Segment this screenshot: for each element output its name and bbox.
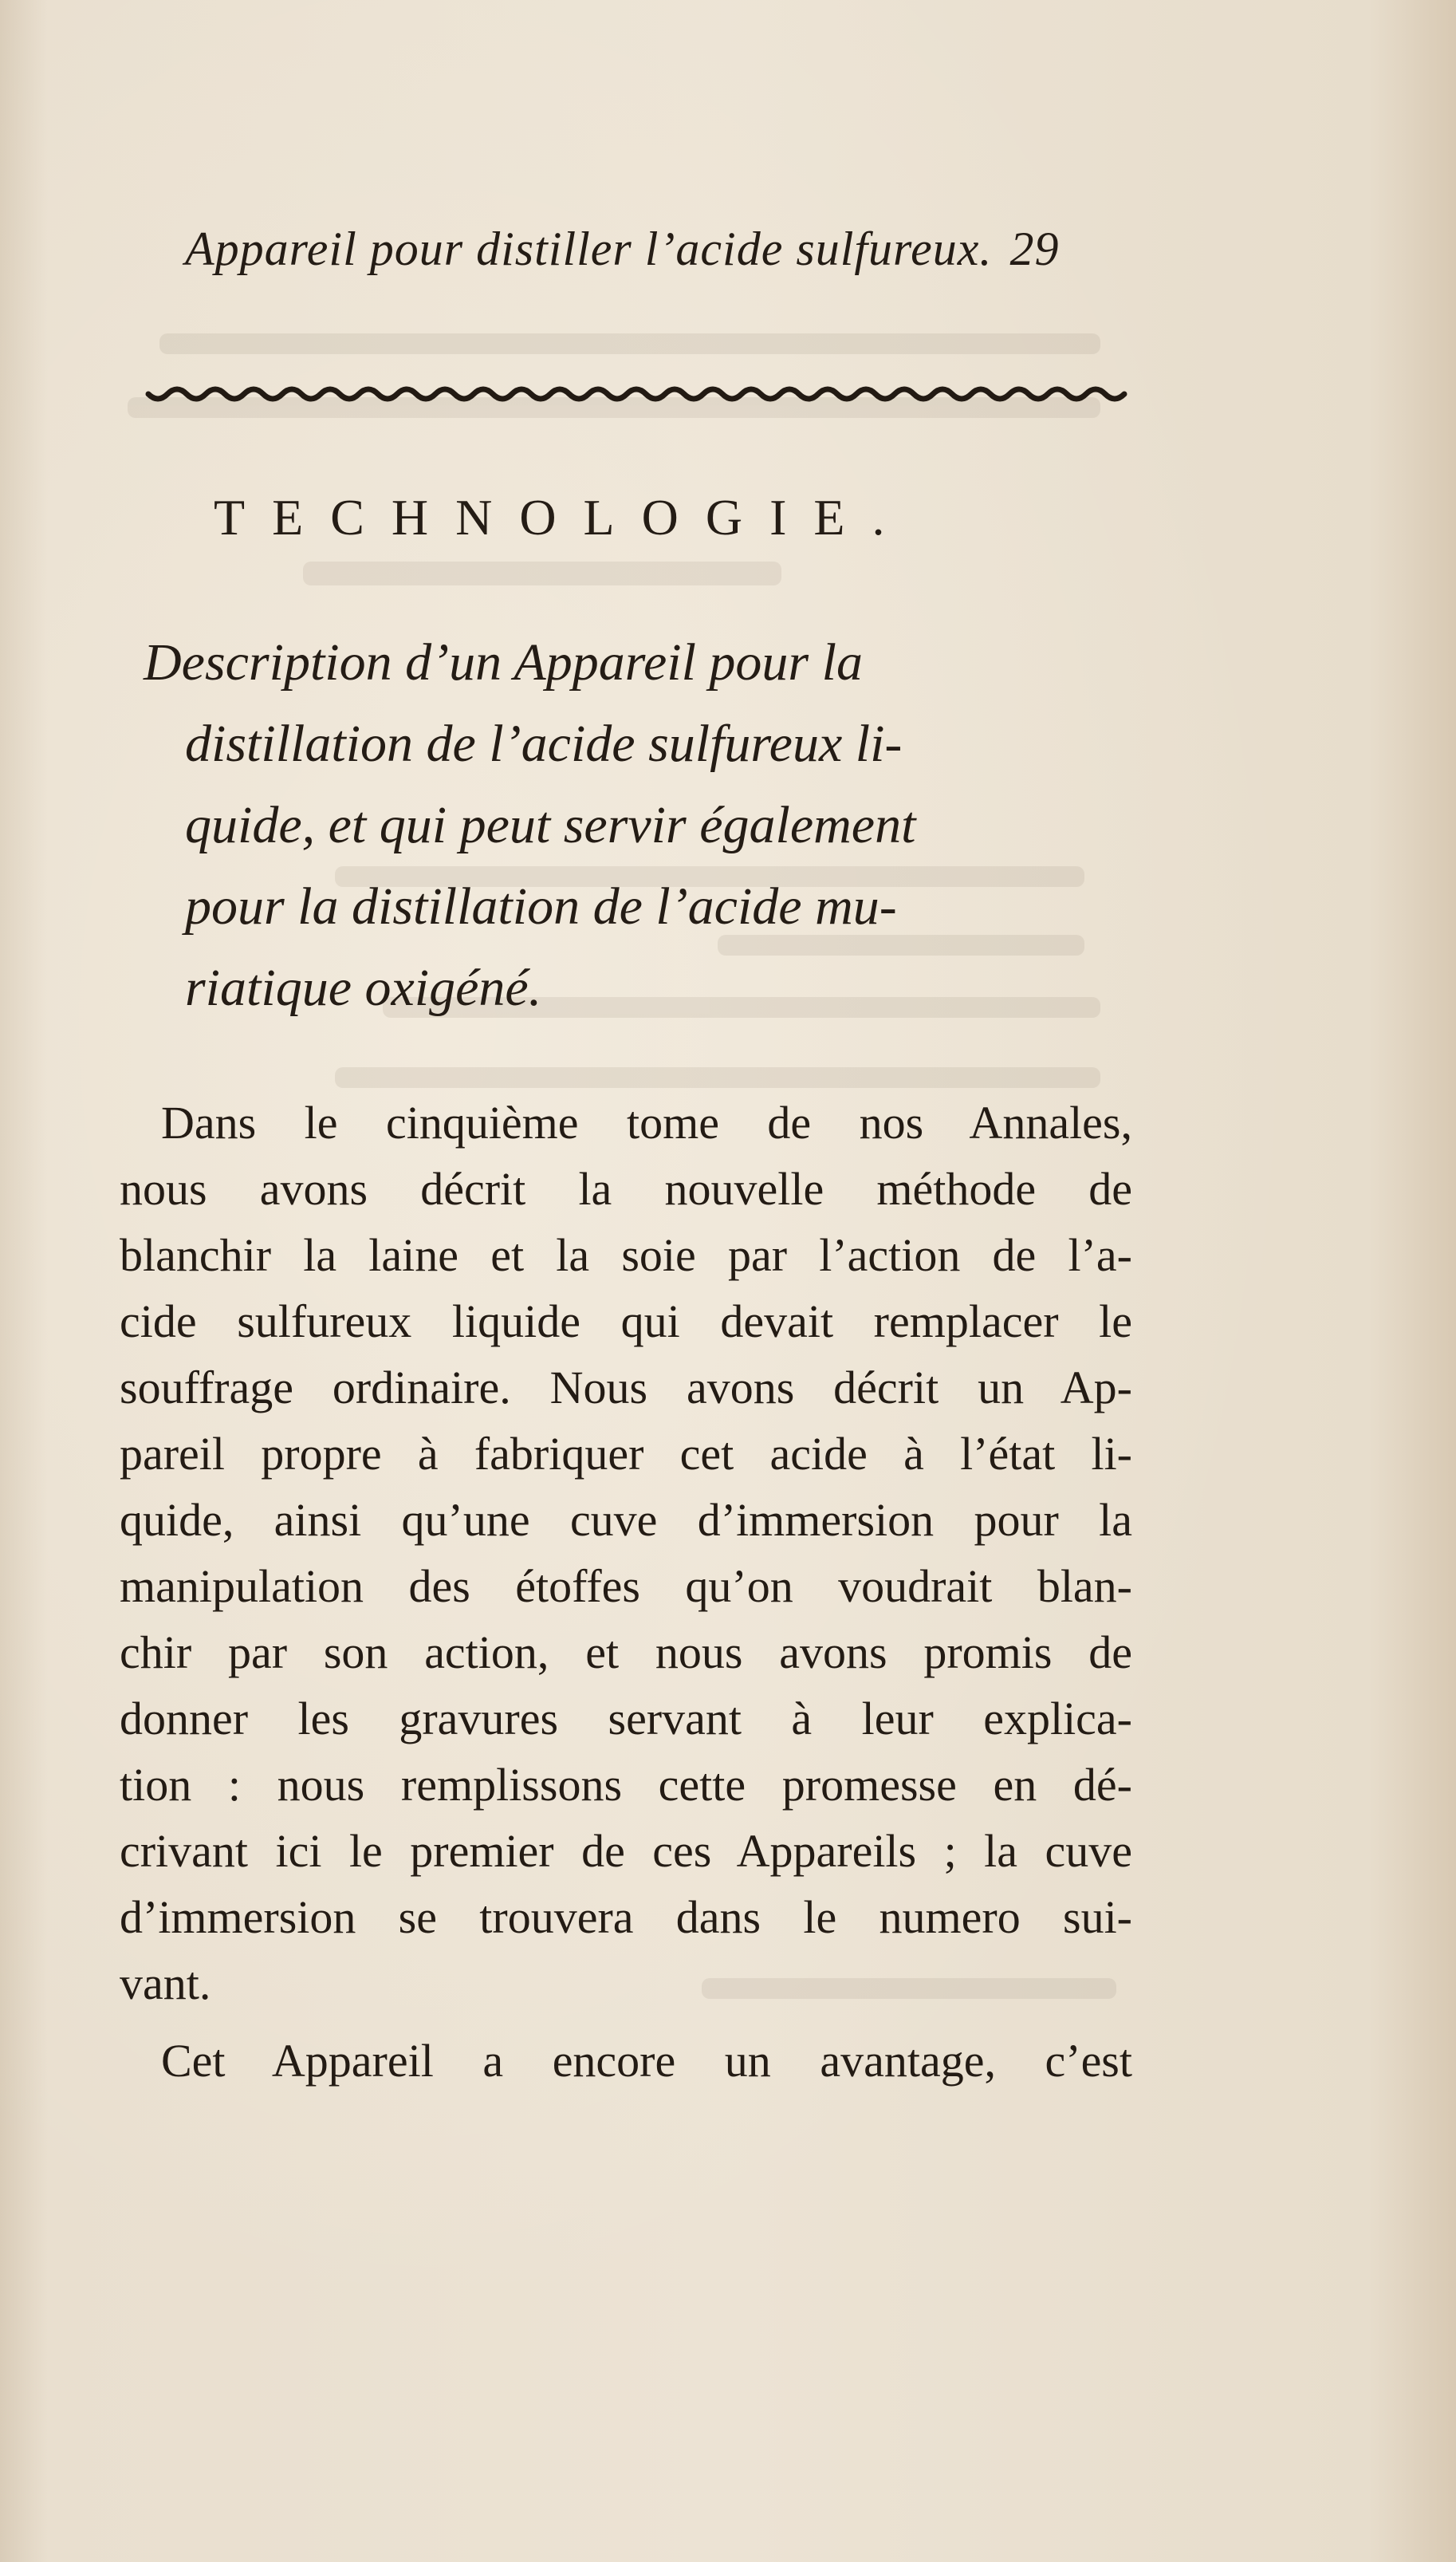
text-line: vant.: [120, 1957, 211, 2009]
text-line: pareil propre à fabriquer cet acide à l’état li-: [120, 1428, 1132, 1480]
text-line: Cet Appareil a encore un avantage, c’est: [161, 2035, 1132, 2087]
text-line: manipulation des étoffes qu’on voudrait blan-: [120, 1560, 1132, 1612]
text-line: crivant ici le premier de ces Appareils ; la cuve: [120, 1825, 1132, 1877]
section-title: TECHNOLOGIE.: [214, 489, 912, 546]
text-line: blanchir la laine et la soie par l’action de l’a-: [120, 1229, 1132, 1281]
description-line: quide, et qui peut servir également: [185, 796, 916, 854]
page-number: 29: [1009, 223, 1060, 275]
running-header: [185, 222, 1142, 277]
description-line: pour la distillation de l’acide mu-: [185, 877, 897, 936]
description-line: distillation de l’acide sulfureux li-: [185, 715, 903, 773]
description-line: Description d’un Appareil pour la: [144, 633, 863, 692]
text-line: d’immersion se trouvera dans le numero sui-: [120, 1891, 1132, 1943]
running-title: Appareil pour distiller l’acide sulfureux.: [185, 223, 993, 275]
text-line: souffrage ordinaire. Nous avons décrit un Ap-: [120, 1362, 1132, 1413]
body-text: [120, 1090, 1132, 2094]
text-line: chir par son action, et nous avons promis de: [120, 1626, 1132, 1678]
text-line: cide sulfureux liquide qui devait remplacer le: [120, 1295, 1132, 1347]
text-line: donner les gravures servant à leur explica-: [120, 1693, 1132, 1744]
text-line: quide, ainsi qu’une cuve d’immersion pour la: [120, 1494, 1132, 1546]
wavy-rule-ornament: [144, 376, 1140, 408]
text-line: Dans le cinquième tome de nos Annales,: [161, 1097, 1132, 1149]
text-line: tion : nous remplissons cette promesse en dé-: [120, 1759, 1132, 1811]
article-description: [144, 622, 1148, 1029]
description-line: riatique oxigéné.: [185, 959, 542, 1017]
text-line: nous avons décrit la nouvelle méthode de: [120, 1163, 1132, 1215]
